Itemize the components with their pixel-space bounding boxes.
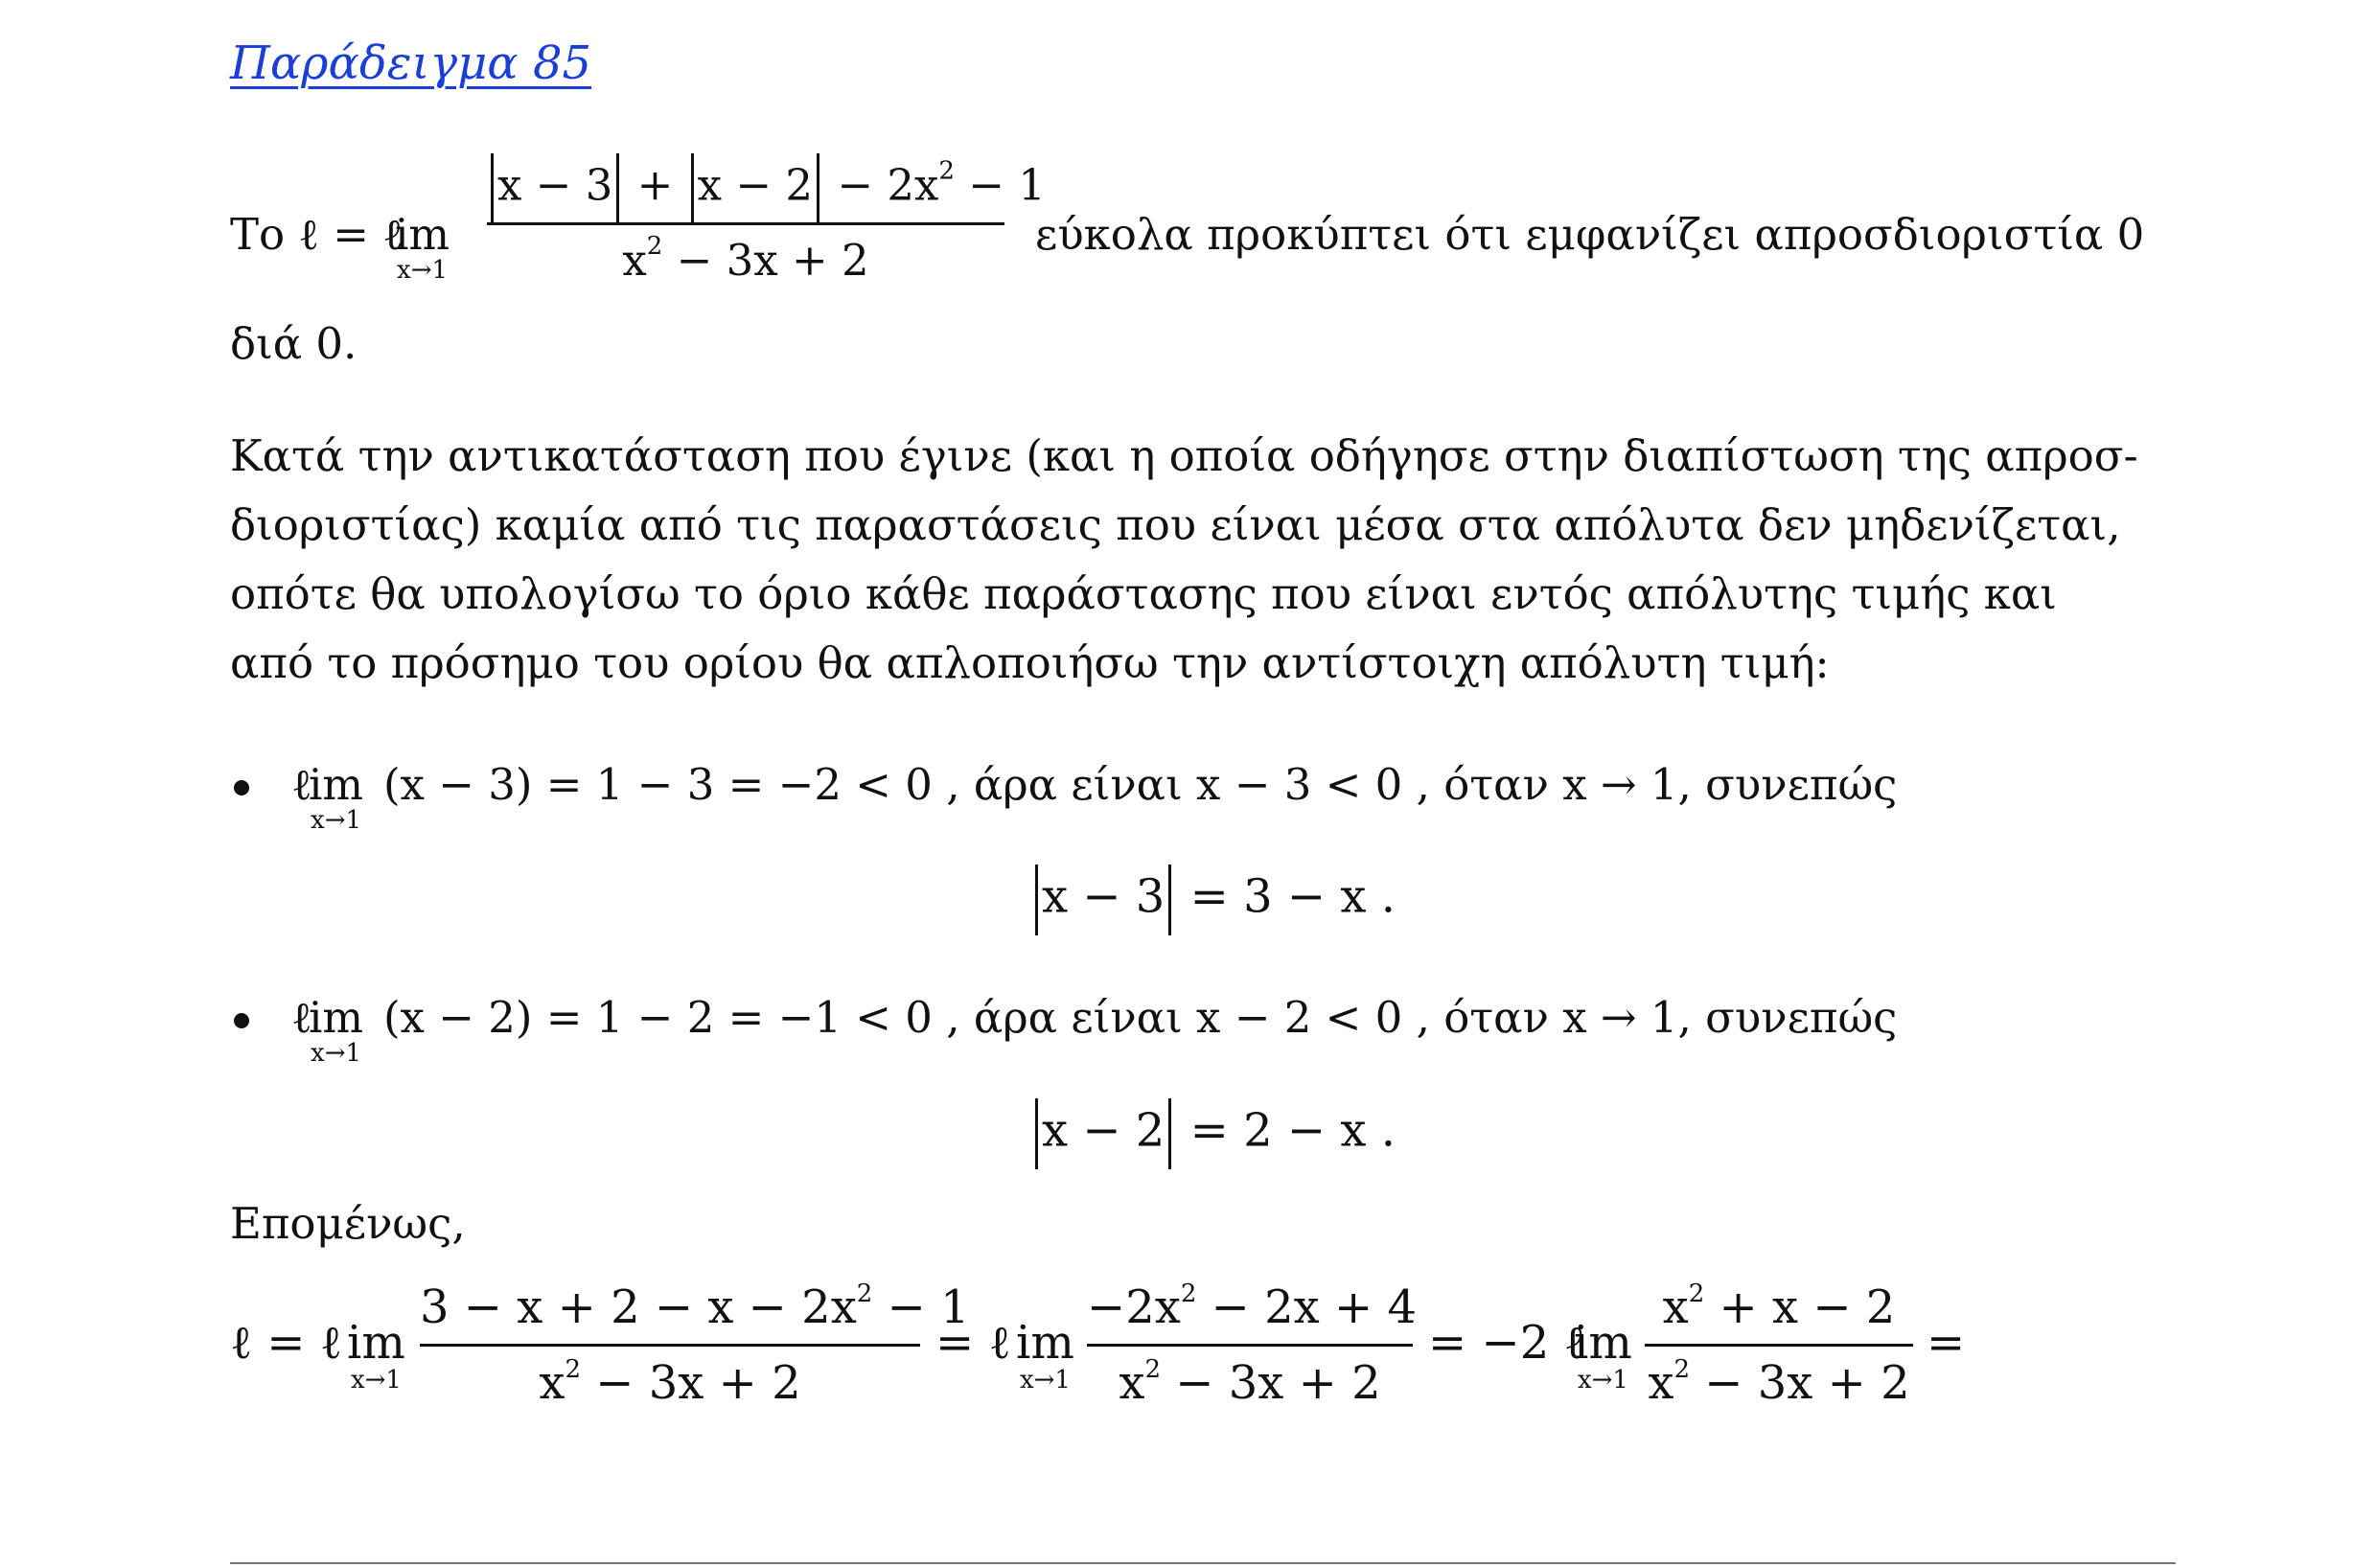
final-fraction-2: $-2x^2 - 2x + 4$ $x^2 - 3x + 2$ (1087, 1280, 1417, 1410)
bullet-2-abs-result (1031, 1098, 1396, 1169)
lim-word: im (1016, 1316, 1074, 1370)
abs-rest: = 2 − x . (1189, 1103, 1396, 1158)
abs-bar (1035, 1098, 1038, 1169)
lim-word: im (395, 209, 450, 260)
abs-bar (491, 153, 494, 224)
intro-fraction-numerator (487, 153, 1046, 224)
lim-word: im (1574, 1316, 1632, 1370)
num-term: − 1 (954, 159, 1046, 211)
abs-rest: = 3 − x . (1189, 869, 1396, 924)
paragraph-line-4: από το πρόσημο του ορίου θα απλοποιήσω την αντίστοιχη απόλυτη τιμή: (230, 637, 1830, 688)
intro-fraction (487, 153, 1046, 286)
final-lim-3 (1574, 1316, 1632, 1395)
bullet-2-lim (309, 992, 363, 1068)
final-eq-2: = −2 ℓ (1428, 1316, 1586, 1370)
bullet-1-text: (x − 3) = 1 − 3 = −2 < 0 , άρα είναι x − 3 < 0 , όταν x → 1, συνεπώς (383, 759, 1898, 810)
bullet-2-text: (x − 2) = 1 − 2 = −1 < 0 , άρα είναι x − 2 < 0 , όταν x → 1, συνεπώς (383, 992, 1898, 1043)
final-lim-1 (347, 1316, 405, 1395)
page-bottom-rule (230, 1562, 2176, 1564)
intro-fraction-denominator: $x^2 - 3x + 2$ (622, 232, 869, 286)
bullet-dot (234, 1013, 249, 1028)
bullet-1-lim (309, 759, 363, 835)
example-heading-link[interactable]: Παράδειγμα 85 (230, 36, 592, 90)
lim-word: im (309, 759, 364, 810)
intro-lim (395, 209, 450, 285)
lim-subscript: x→1 (311, 1039, 362, 1068)
lim-subscript: x→1 (350, 1366, 402, 1395)
bullet-2-lim-prefix: ℓ (291, 992, 312, 1043)
intro-lead: Το ℓ = ℓ (230, 209, 404, 260)
num-term: − 2x (837, 159, 939, 211)
fraction-bar (420, 1344, 920, 1347)
plus-sign: + (636, 159, 674, 211)
final-eq-3: = (1927, 1316, 1966, 1370)
abs-inner: x − 2 (1042, 1103, 1165, 1158)
abs-inner: x − 3 (1042, 869, 1165, 924)
abs-bar (1168, 865, 1171, 935)
exponent: 2 (938, 156, 955, 186)
fraction-bar (1087, 1344, 1413, 1347)
lim-subscript: x→1 (1577, 1366, 1628, 1395)
lim-subscript: x→1 (311, 806, 362, 835)
paragraph-line-3: οπότε θα υπολογίσω το όριο κάθε παράστασης που είναι εντός απόλυτης τιμής και (230, 568, 2057, 619)
final-eq-1: = ℓ (935, 1316, 1011, 1370)
paragraph-line-2: διοριστίας) καμία από τις παραστάσεις που είναι μέσα στα απόλυτα δεν μηδενίζεται, (230, 499, 2121, 550)
abs-bar (1035, 865, 1038, 935)
abs-bar (616, 153, 619, 224)
final-lim-2 (1016, 1316, 1074, 1395)
final-fraction-1: $3 - x + 2 - x - 2x^2 - 1$ $x^2 - 3x + 2$ (420, 1280, 970, 1410)
final-fraction-3: $x^2 + x - 2$ $x^2 - 3x + 2$ (1645, 1280, 1913, 1410)
final-lead: ℓ = ℓ (230, 1316, 342, 1370)
abs-inner-2: x − 2 (697, 159, 813, 211)
therefore-label: Επομένως, (230, 1198, 466, 1249)
bullet-dot (234, 780, 249, 796)
lim-subscript: x→1 (397, 256, 449, 285)
bullet-1-lim-prefix: ℓ (291, 759, 312, 810)
fraction-bar (1645, 1344, 1913, 1347)
bullet-1-abs-result (1031, 865, 1396, 935)
paragraph-line-1: Κατά την αντικατάσταση που έγινε (και η οποία οδήγησε στην διαπίστωση της απροσ- (230, 430, 2138, 481)
lim-word: im (347, 1316, 405, 1370)
lim-subscript: x→1 (1019, 1366, 1071, 1395)
intro-tail: εύκολα προκύπτει ότι εμφανίζει απροσδιοριστία 0 (1035, 209, 2145, 260)
abs-inner-1: x − 3 (497, 159, 613, 211)
abs-bar (1168, 1098, 1171, 1169)
lim-word: im (309, 992, 364, 1043)
abs-bar (817, 153, 819, 224)
intro-tail-2: διά 0. (230, 318, 358, 369)
abs-bar (691, 153, 694, 224)
